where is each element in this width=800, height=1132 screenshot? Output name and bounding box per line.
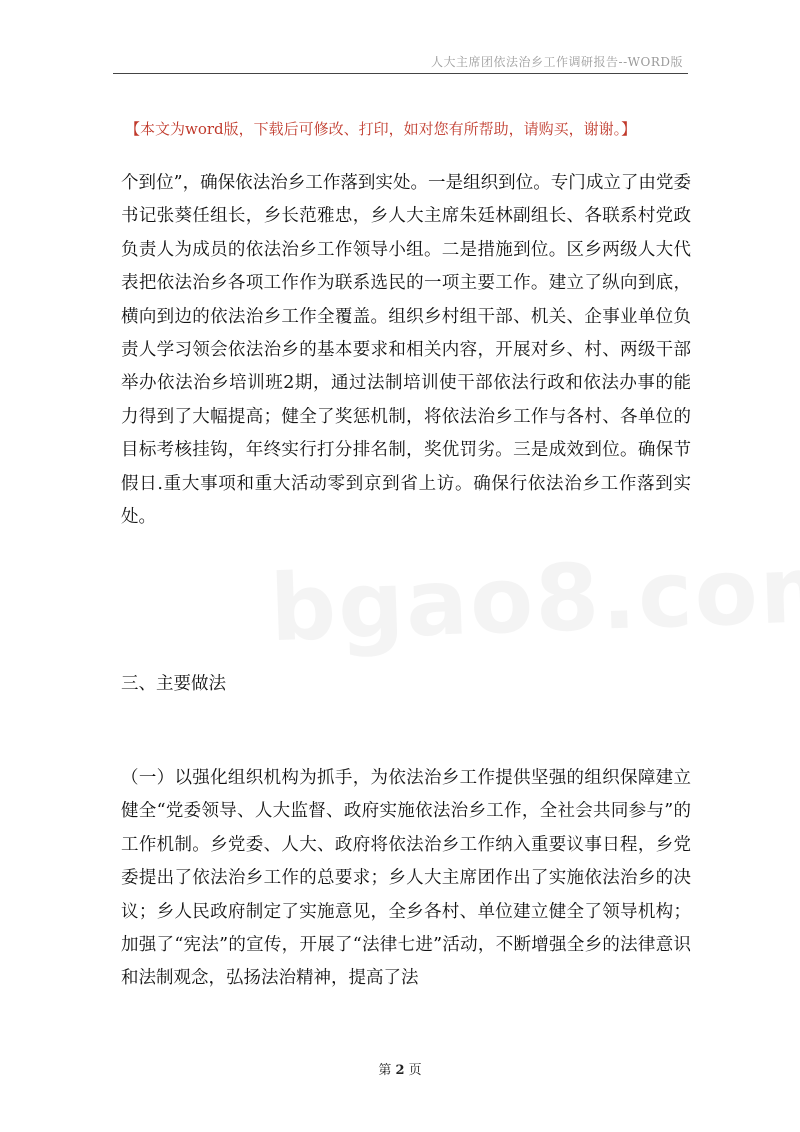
download-notice: 【本文为word版，下载后可修改、打印，如对您有所帮助，请购买，谢谢。】: [125, 120, 637, 138]
watermark: [268, 535, 800, 662]
footer-suffix: 页: [408, 1063, 422, 1078]
header-title: 人大主席团依法治乡工作调研报告--WORD版: [431, 55, 683, 69]
footer-prefix: 第: [378, 1063, 392, 1078]
page-number: 2: [395, 1063, 405, 1078]
header-rule: [113, 73, 688, 74]
paragraph-2: （一）以强化组织机构为抓手，为依法治乡工作提供坚强的组织保障建立健全“党委领导、人大监督、政府实施依法治乡工作，全社会共同参与”的工作机制。乡党委、人大、政府将依法治乡工作纳入重要议事日程，乡党委提出了依法治乡工作的总要求；乡人大主席团作出了实施依法治乡的决议；乡人民政府制定了实施意见，全乡各村、单位建立健全了领导机构；加强了“宪法”的宣传，开展了“法律七进”活动，不断增强全乡的法律意识和法制观念，弘扬法治精神，提高了法: [121, 768, 691, 989]
section-heading: 三、主要做法: [121, 674, 226, 694]
page-footer: [0, 1059, 800, 1078]
paragraph-1: 个到位”，确保依法治乡工作落到实处。一是组织到位。专门成立了由党委书记张葵任组长，乡长范雅忠，乡人大主席朱廷林副组长、各联系村党政负责人为成员的依法治乡工作领导小组。二是措施到位。区乡两级人大代表把依法治乡各项工作作为联系选民的一项主要工作。建立了纵向到底，横向到边的依法治乡工作全覆盖。组织乡村组干部、机关、企事业单位负责人学习领会依法治乡的基本要求和相关内容，开展对乡、村、两级干部举办依法治乡培训班2期，通过法制培训使干部依法行政和依法办事的能力得到了大幅提高；健全了奖惩机制，将依法治乡工作与各村、各单位的目标考核挂钩，年终实行打分排名制，奖优罚劣。三是成效到位。确保节假日.重大事项和重大活动零到京到省上访。确保行依法治乡工作落到实处。: [121, 173, 691, 528]
